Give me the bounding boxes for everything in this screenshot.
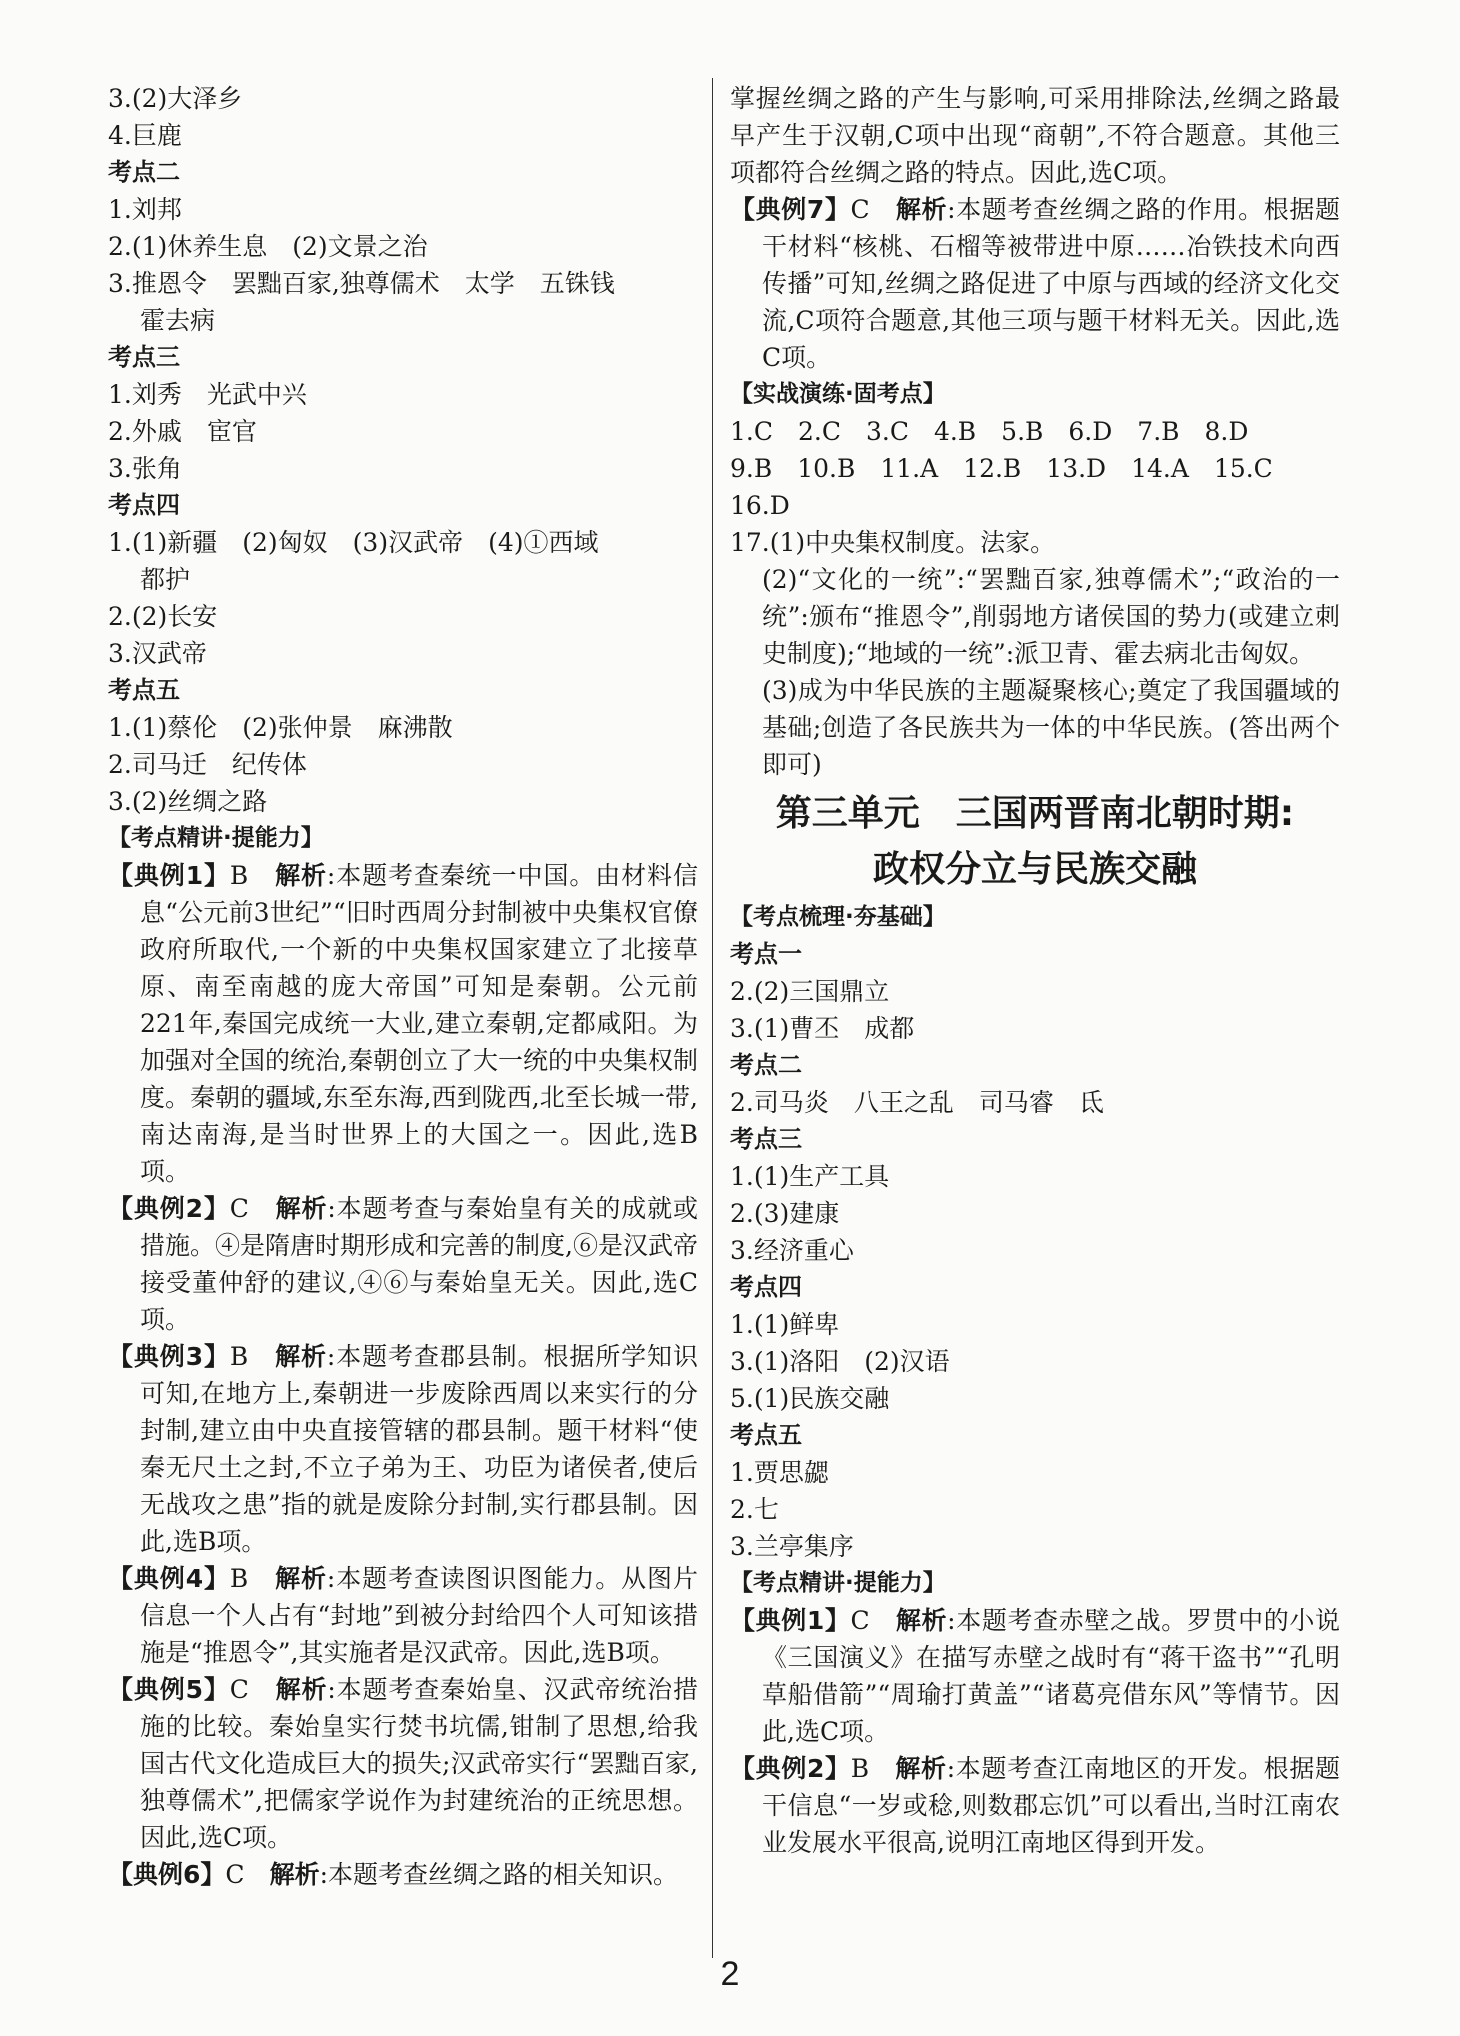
analysis-text: :本题考查丝绸之路的作用。根据题干材料“核桃、石榴等被带进中原……冶铁技术向西传播”可知,丝绸之路促进了中原与西域的经济文化交流,C项符合题意,其他三项与题干材料无关。因此,选C项。 xyxy=(762,195,1340,372)
section-heading: 【考点梳理·夯基础】 xyxy=(730,904,946,930)
example-answer-choice: B xyxy=(229,1342,249,1371)
analysis-text: :本题考查秦统一中国。由材料信息“公元前3世纪”“旧时西周分封制被中央集权官僚政府所取代,一个新的中央集权国家建立了北接草原、南至南越的庞大帝国”可知是秦朝。公元前221年,秦国完成统一大业,建立秦朝,定都咸阳。为加强对全国的统治,秦朝创立了大一统的中央集权制度。秦朝的疆域,东至东海,西到陇西,北至长城一带,南达南海,是当时世界上的大国之一。因此,选B项。 xyxy=(140,861,698,1186)
analysis-text: :本题考查赤壁之战。罗贯中的小说《三国演义》在描写赤壁之战时有“蒋干盗书”“孔明草船借箭”“周瑜打黄盖”“诸葛亮借东风”等情节。因此,选C项。 xyxy=(762,1606,1340,1746)
answer-line: 4.巨鹿 xyxy=(108,121,182,150)
analysis-label: 解析 xyxy=(269,1860,320,1889)
answer-line: 3.推恩令 罢黜百家,独尊儒术 太学 五铢钱 xyxy=(108,269,615,298)
example-answer xyxy=(108,1671,698,1856)
answer-line: 1.(1)鲜卑 xyxy=(730,1310,840,1339)
kaodian-heading: 考点二 xyxy=(730,1051,802,1079)
example-answer-choice: C xyxy=(225,1860,245,1889)
analysis-label: 解析 xyxy=(895,1754,947,1783)
example-answer-choice: C xyxy=(229,1675,249,1704)
answer-line: 3.兰亭集序 xyxy=(730,1532,854,1561)
example-label: 【典例6】 xyxy=(108,1860,226,1889)
sub-answer-paragraph: (2)“文化的一统”:“罢黜百家,独尊儒术”;“政治的一统”:颁布“推恩令”,削弱地方诸侯国的势力(或建立刺史制度);“地域的一统”:派卫青、霍去病北击匈奴。 xyxy=(762,565,1340,668)
kaodian-heading: 考点二 xyxy=(108,158,180,186)
example-label: 【典例1】 xyxy=(730,1606,851,1635)
paragraph: 掌握丝绸之路的产生与影响,可采用排除法,丝绸之路最早产生于汉朝,C项中出现“商朝”,不符合题意。其他三项都符合丝绸之路的特点。因此,选C项。 xyxy=(730,84,1340,187)
example-answer xyxy=(730,191,1340,376)
example-answer-choice: B xyxy=(229,861,249,890)
example-answer-choice: C xyxy=(850,1606,870,1635)
answer-line: 1.C 2.C 3.C 4.B 5.B 6.D 7.B 8.D xyxy=(730,417,1249,446)
answer-line: 3.(2)丝绸之路 xyxy=(108,787,268,816)
analysis-label: 解析 xyxy=(275,1194,328,1223)
answer-line: 1.刘邦 xyxy=(108,195,182,224)
kaodian-heading: 考点一 xyxy=(730,940,802,968)
example-answer xyxy=(730,1602,1340,1750)
answer-line: 2.(2)三国鼎立 xyxy=(730,977,890,1006)
kaodian-heading: 考点三 xyxy=(108,343,180,371)
example-answer-choice: B xyxy=(850,1754,870,1783)
answer-line: 2.七 xyxy=(730,1495,779,1524)
answer-line: 16.D xyxy=(730,491,790,520)
analysis-label: 解析 xyxy=(275,1675,328,1704)
answer-line: 2.(2)长安 xyxy=(108,602,218,631)
example-answer xyxy=(108,1856,698,1893)
kaodian-heading: 考点四 xyxy=(730,1273,802,1301)
analysis-text: :本题考查江南地区的开发。根据题干信息“一岁或稔,则数郡忘饥”可以看出,当时江南农业发展水平很高,说明江南地区得到开发。 xyxy=(762,1754,1340,1857)
left-column xyxy=(108,80,698,1893)
kaodian-heading: 考点三 xyxy=(730,1125,802,1153)
answer-line-continued: 都护 xyxy=(140,565,191,594)
kaodian-heading: 考点四 xyxy=(108,491,180,519)
example-answer xyxy=(108,1190,698,1338)
unit-title: 政权分立与民族交融 xyxy=(872,849,1197,890)
answer-line: 1.(1)生产工具 xyxy=(730,1162,890,1191)
example-label: 【典例1】 xyxy=(108,861,230,890)
example-answer xyxy=(108,1338,698,1560)
answer-line: 2.外戚 宦官 xyxy=(108,417,257,446)
answer-line: 2.司马炎 八王之乱 司马睿 氐 xyxy=(730,1088,1104,1117)
analysis-text: :本题考查与秦始皇有关的成就或措施。④是隋唐时期形成和完善的制度,⑥是汉武帝接受董仲舒的建议,④⑥与秦始皇无关。因此,选C项。 xyxy=(140,1194,698,1334)
analysis-text: :本题考查秦始皇、汉武帝统治措施的比较。秦始皇实行焚书坑儒,钳制了思想,给我国古代文化造成巨大的损失;汉武帝实行“罢黜百家,独尊儒术”,把儒家学说作为封建统治的正统思想。因此,选C项。 xyxy=(140,1675,698,1852)
answer-line-continued: 霍去病 xyxy=(140,306,216,335)
example-label: 【典例5】 xyxy=(108,1675,230,1704)
answer-line: 1.(1)蔡伦 (2)张仲景 麻沸散 xyxy=(108,713,453,742)
page-number: 2 xyxy=(720,1955,740,1993)
answer-line: 2.(3)建康 xyxy=(730,1199,840,1228)
answer-line: 1.(1)新疆 (2)匈奴 (3)汉武帝 (4)①西域 xyxy=(108,528,599,557)
answer-line: 5.(1)民族交融 xyxy=(730,1384,890,1413)
example-answer-choice: C xyxy=(850,195,870,224)
analysis-text: :本题考查郡县制。根据所学知识可知,在地方上,秦朝进一步废除西周以来实行的分封制,建立由中央直接管辖的郡县制。题干材料“使秦无尺土之封,不立子弟为王、功臣为诸侯者,使后无战攻之患”指的就是废除分封制,实行郡县制。因此,选B项。 xyxy=(140,1342,698,1556)
example-label: 【典例2】 xyxy=(730,1754,851,1783)
section-heading: 【实战演练·固考点】 xyxy=(730,381,946,407)
analysis-text: :本题考查读图识图能力。从图片信息一个人占有“封地”到被分封给四个人可知该措施是“推恩令”,其实施者是汉武帝。因此,选B项。 xyxy=(140,1564,698,1667)
right-column xyxy=(730,80,1340,1861)
unit-title: 第三单元 三国两晋南北朝时期: xyxy=(775,793,1295,834)
example-label: 【典例3】 xyxy=(108,1342,230,1371)
answer-line: 3.经济重心 xyxy=(730,1236,854,1265)
example-label: 【典例2】 xyxy=(108,1194,230,1223)
column-divider xyxy=(712,78,713,1958)
answer-line: 2.司马迁 纪传体 xyxy=(108,750,307,779)
answer-line: 3.(1)洛阳 (2)汉语 xyxy=(730,1347,950,1376)
analysis-label: 解析 xyxy=(275,861,327,890)
kaodian-heading: 考点五 xyxy=(108,676,180,704)
answer-line: 1.贾思勰 xyxy=(730,1458,829,1487)
answer-line: 3.汉武帝 xyxy=(108,639,207,668)
kaodian-heading: 考点五 xyxy=(730,1421,802,1449)
example-label: 【典例4】 xyxy=(108,1564,230,1593)
sub-answer-paragraph: (3)成为中华民族的主题凝聚核心;奠定了我国疆域的基础;创造了各民族共为一体的中华民族。(答出两个即可) xyxy=(762,676,1340,779)
example-answer xyxy=(108,1560,698,1671)
section-heading: 【考点精讲·提能力】 xyxy=(730,1570,946,1596)
example-answer-choice: C xyxy=(229,1194,249,1223)
answer-line: 1.刘秀 光武中兴 xyxy=(108,380,307,409)
analysis-label: 解析 xyxy=(275,1564,327,1593)
analysis-label: 解析 xyxy=(895,195,948,224)
answer-line: 17.(1)中央集权制度。法家。 xyxy=(730,528,1056,557)
answer-line: 3.张角 xyxy=(108,454,182,483)
analysis-label: 解析 xyxy=(895,1606,948,1635)
answer-line: 2.(1)休养生息 (2)文景之治 xyxy=(108,232,428,261)
example-answer-choice: B xyxy=(229,1564,249,1593)
answer-line: 3.(2)大泽乡 xyxy=(108,84,243,113)
section-heading: 【考点精讲·提能力】 xyxy=(108,825,324,851)
answer-line: 9.B 10.B 11.A 12.B 13.D 14.A 15.C xyxy=(730,454,1273,483)
example-answer xyxy=(730,1750,1340,1861)
answer-line: 3.(1)曹丕 成都 xyxy=(730,1014,915,1043)
analysis-label: 解析 xyxy=(275,1342,327,1371)
example-answer xyxy=(108,857,698,1190)
example-label: 【典例7】 xyxy=(730,195,851,224)
analysis-text: :本题考查丝绸之路的相关知识。 xyxy=(319,1860,679,1889)
